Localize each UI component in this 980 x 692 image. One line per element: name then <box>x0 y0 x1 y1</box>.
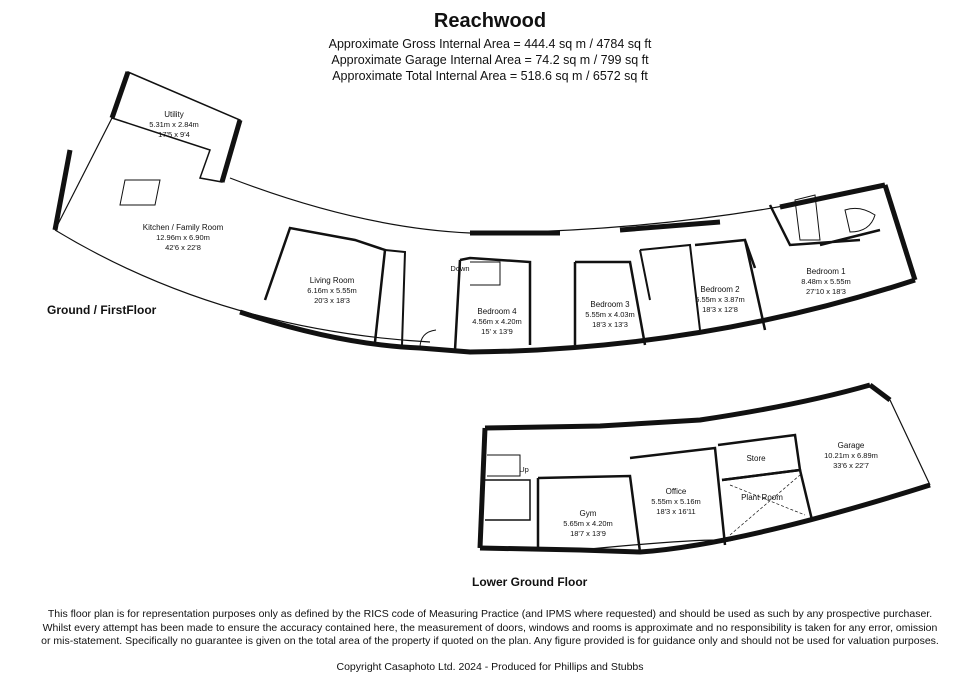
garage-imperial: 33'6 x 22'7 <box>833 461 869 470</box>
garage-label: Garage <box>837 441 865 450</box>
stairs-down-label: Down <box>450 264 470 273</box>
office-metric: 5.55m x 5.16m <box>651 497 701 506</box>
garage-metric: 10.21m x 6.89m <box>824 451 878 460</box>
store-label: Store <box>746 454 766 463</box>
lower-left-wall <box>480 428 485 548</box>
copyright-text: Copyright Casaphoto Ltd. 2024 - Produced for Phillips and Stubbs <box>336 661 644 673</box>
kitchen-metric: 12.96m x 6.90m <box>156 233 210 242</box>
stair-down <box>470 262 500 285</box>
total-area: Approximate Total Internal Area = 518.6 sq m / 6572 sq ft <box>332 69 648 83</box>
office-label: Office <box>665 487 687 496</box>
disclaimer-text: This floor plan is for representation purposes only as defined by the RICS code of Measuring Practice (and IPMS where requested) and should be used as such by any prospective purchaser. Whilst every attempt has been made to ensure the accuracy contained here, the measurement of doors, windows and rooms is approximate and no responsibility is taken for any error, omission or mis-statement. Specifically no guarantee is given on the total area of the property if quoted on the plan. Any figure provided is for guidance only and should not be used for valuation purposes. <box>41 608 939 647</box>
bed3-label: Bedroom 3 <box>590 300 630 309</box>
utility-metric: 5.31m x 2.84m <box>149 120 199 129</box>
bed3-metric: 5.55m x 4.03m <box>585 310 635 319</box>
bed1-metric: 8.48m x 5.55m <box>801 277 851 286</box>
bed2-metric: 5.55m x 3.87m <box>695 295 745 304</box>
kitchen-outer-wall <box>55 150 70 230</box>
living-metric: 6.16m x 5.55m <box>307 286 357 295</box>
island <box>120 180 160 205</box>
living-imperial: 20'3 x 18'3 <box>314 296 350 305</box>
plan-title: Reachwood <box>433 10 547 32</box>
gym-imperial: 18'7 x 13'9 <box>570 529 606 538</box>
entrance-door <box>420 330 436 348</box>
bath-walls-1 <box>385 250 405 345</box>
living-label: Living Room <box>309 276 355 285</box>
garage-area: Approximate Garage Internal Area = 74.2 sq m / 799 sq ft <box>331 53 649 67</box>
gym-metric: 5.65m x 4.20m <box>563 519 613 528</box>
plant-room-label: Plant Room <box>741 493 783 502</box>
bed1-imperial: 27'10 x 18'3 <box>806 287 846 296</box>
upper-north-wall-segments <box>470 185 885 233</box>
bed2-label: Bedroom 2 <box>700 285 740 294</box>
bed1-label: Bedroom 1 <box>806 267 846 276</box>
bed3-imperial: 18'3 x 13'3 <box>592 320 628 329</box>
garage-window <box>890 400 930 485</box>
lower-floor-label: Lower Ground Floor <box>472 575 588 589</box>
utility-label: Utility <box>164 110 184 119</box>
lower-bottom-wall <box>480 485 930 552</box>
bed2-imperial: 18'3 x 12'8 <box>702 305 738 314</box>
lower-east-wall <box>870 385 890 400</box>
kitchen-label: Kitchen / Family Room <box>142 223 224 232</box>
gross-area: Approximate Gross Internal Area = 444.4 sq m / 4784 sq ft <box>328 37 652 51</box>
lower-top-wall <box>485 385 870 428</box>
bed4-label: Bedroom 4 <box>477 307 517 316</box>
utility-imperial: 17'5 x 9'4 <box>158 130 190 139</box>
bedroom1-walls <box>770 205 880 245</box>
stair-up <box>487 455 520 476</box>
office-imperial: 18'3 x 16'11 <box>656 507 696 516</box>
utility-thick-wall <box>112 72 128 118</box>
stairs-up-label: Up <box>519 465 529 474</box>
utility-right-thick-wall <box>222 120 240 182</box>
kitchen-imperial: 42'6 x 22'8 <box>165 243 201 252</box>
bed4-metric: 4.56m x 4.20m <box>472 317 522 326</box>
east-end-wall <box>885 185 915 280</box>
gym-label: Gym <box>579 509 597 518</box>
lower-shower <box>485 480 530 520</box>
bed4-imperial: 15' x 13'9 <box>481 327 513 336</box>
ensuite-walls <box>640 245 700 330</box>
upper-floor-label: Ground / FirstFloor <box>47 303 157 317</box>
